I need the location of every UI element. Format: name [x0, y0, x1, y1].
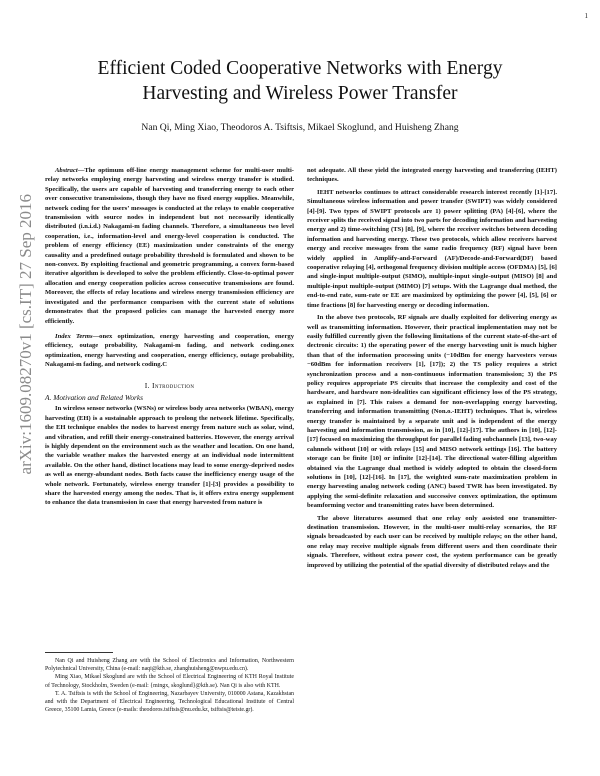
abstract [45, 166, 294, 326]
footnotes [45, 652, 294, 714]
title-line-2: Harvesting and Wireless Power Transfer [142, 83, 458, 104]
author-list: Nan Qi, Ming Xiao, Theodoros A. Tsiftsis, Mikael Skoglund, and Huisheng Zhang [141, 122, 459, 133]
index-terms-label: Index Terms [55, 332, 93, 340]
paper-title [30, 56, 570, 106]
right-paragraph-2: IEHT networks continues to attract considerable research interest recently [1]-[17]. Simultaneous wireless information and power transfer (SWIPT) was widely considered [4]-[9]. Two types of SWIPT protocols are 1) power splitting (PA) [4]-[6], where the receiver splits the received signal into two parts for decoding information and harvesting energy and 2) time-switching (TS) [8], [9], where the receiver switches between decoding information and harvesting energy. These two protocols, which allow receivers harvest energy and receive messages from the same radio frequency (RF) signal have been widely applied in Amplify-and-Forward (AF)/Decode-and-Forward(DF) based cooperative relaying [4], orthogonal frequency division multiple access (OFDMA) [5], [6] and single-input multiple-output (SIMO), multiple-input single-output (MISO) [8] and multiple-input multiple-output (MIMO) [7] setups. With the Lagrange dual method, the end-to-end rate, sum-rate or EE are maximized by optimizing the power [4], [5], [6] or time fractions [8] for harvesting energy or decoding information. [307, 188, 557, 309]
footnote-1: Nan Qi and Huisheng Zhang are with the School of Electronics and Information, Northwestern Polytechnical University, China (e-mail: naqi@kth.se, zhanghuisheng@nwpu.edu.cn). [45, 658, 294, 673]
right-paragraph-1: not adequate. All these yield the integrated energy harvesting and transferring (IEHT) techniques. [307, 167, 557, 184]
index-terms [45, 332, 294, 370]
right-paragraph-4: The above literatures assumed that one relay only assisted one transmitter-destination transmission. However, in the multi-user multi-relay scenarios, the RF signals broadcasted by each user can be received by multiple relays; on the other hand, one relay may receive multiple signals from different users and then coordinate their signals. Therefore, without extra power cost, the system performance can be greatly improved by utilizing the potential of the spatial diversity of distributed relays and the [307, 514, 557, 569]
title-line-1: Efficient Coded Cooperative Networks with Energy [97, 58, 503, 79]
abstract-text: —The optimum off-line energy management scheme for multi-user multi-relay networks employing energy harvesting and wireless energy transfer is studied. Specifically, the users are capable of harvesting and transferring energy to each other over consecutive transmissions, though they have no fixed energy supplies. Meanwhile, network coding for the users’ messages is conducted at the relays to enable cooperative transmission with source nodes in independent but not necessarily identically distributed (i.n.i.d.) Nakagami-m fading channels. Therefore, a simultaneous two level cooperation, i.e., information-level and energy-level cooperation is conducted. The problem of energy efficiency (EE) maximization under constraints of the energy causality and a predefined outage probability threshold is formulated and shown to be non-convex. By exploiting fractional and geometric programming, a convex form-based iterative algorithm is developed to solve the problem efficiently. Close-to-optimal power allocation and energy cooperation policies across consecutive transmissions are found. Moreover, the effects of relay locations and wireless energy transmission efficiency are investigated and the performance comparison with the current state of solutions demonstrates that the proposed policies can manage the harvested energy more efficiently. [45, 167, 294, 325]
footnote-2: Ming Xiao, Mikael Skoglund are with the School of Electrical Engineering of KTH Royal Institute of Technology, Stockholm, Sweden (e-mail: {mingx, skoglund}@kth.se). Nan Qi is also with KTH. [45, 674, 294, 689]
arxiv-stamp: arXiv:1609.08270v1 [cs.IT] 27 Sep 2016 [16, 194, 35, 475]
subsection-heading: A. Motivation and Related Works [45, 392, 144, 402]
abstract-label: Abstract [55, 167, 78, 174]
right-column [307, 166, 557, 570]
footnote-rule [45, 652, 113, 653]
left-column [45, 166, 294, 508]
right-paragraph-3: In the above two protocols, RF signals are dually exploited for delivering energy as well as transmitting information. However, their practical implementation may not be easily fulfilled currently given the following limitations of the current state-of-the-art of dectronic circuits: 1) the operating power of the energy harvesting unit is much higher than that of the information processing units (−10dBm for energy harvesters versus −60dBm for information receivers [1], [17]); 2) the TS policy requires a strict synchronization process and a non-continuous information transmission; 3) the PS policy requires appropriate PS circuits that increase the complexity and cost of the hardware, and hardware non-idealities can significant efficiency loss of the PS strategy, as explained in [7]. This raises a demand for non-overlapping energy harvesting, transferring and information transmitting (Non.o.-IEHT) techniques. That is, wireless energy transfer is maintained by a separate unit and is independent of the energy harvesting and information transmission, as in [10], [12]-[17]. The authors in [10], [12]-[17] focused on maximizing the throughput for parallel fading subchannels [13], two-way cahnnels without [10] or with relays [15] and MISO network settings [16]. The battery storage can be finite [10] or infinite [12]-[14]. The directional water-filling algorithm obtained via the Lagrange dual method is widely adopted to obtain the closed-form solutions in [10], [12]-[16]. In [17], the weighted sum-rate maximization problem in energy harvesting analog network coding (ANC) based TWR has been investigated. By applying the semi-definite relaxation and successive convex optimization, the optimum beamforming vector and transmitting rates have been determined. [307, 314, 557, 510]
index-terms-text: —onex optimization, energy harvesting and cooperation, energy efficiency, outage probability, Nakagami-m fading, and network coding.onex optimization, energy harvesting and cooperation, energy efficiency, outage probability, Nakagami-m fading, and network coding.C [45, 332, 295, 369]
section-heading: I. Introduction [144, 380, 195, 390]
page-number: 1 [584, 12, 588, 20]
footnote-3: T. A. Tsiftsis is with the School of Engineering, Nazarbayev University, 010000 Astana, Kazakhstan and with the Department of Electrical Engineering, Technological Educational Institute of Central Greece, 35100 Lamia, Greece (e-mails: theodoros.tsiftsis@nu.edu.kz, tsiftsis@teiste.gr). [45, 690, 294, 714]
left-paragraph-1: In wireless sensor networks (WSNs) or wireless body area networks (WBAN), energy harvesting (EH) is a sustainable approach to prolong the network lifetime. Specifically, the EH technique enables the nodes to harvest energy from nature such as solar, wind, and vibration, and refill their energy-constrained batteries. However, the energy arrival is highly dependent on the environment such as the weather and location. On one hand, the variable weather makes the harvested energy at an individual node intermittent available. On the other hand, distinct locations may lead to some energy-deprived nodes as well as energy-abundant nodes. Both facts cause the inefficiency energy usage of the whole network. Fortunately, wireless energy transfer [1]-[3] provides a possibility to share the harvested energy among the nodes. That is, it offers extra energy supplement to enhance the data transmission in case that energy harvested from nature is [45, 405, 294, 507]
